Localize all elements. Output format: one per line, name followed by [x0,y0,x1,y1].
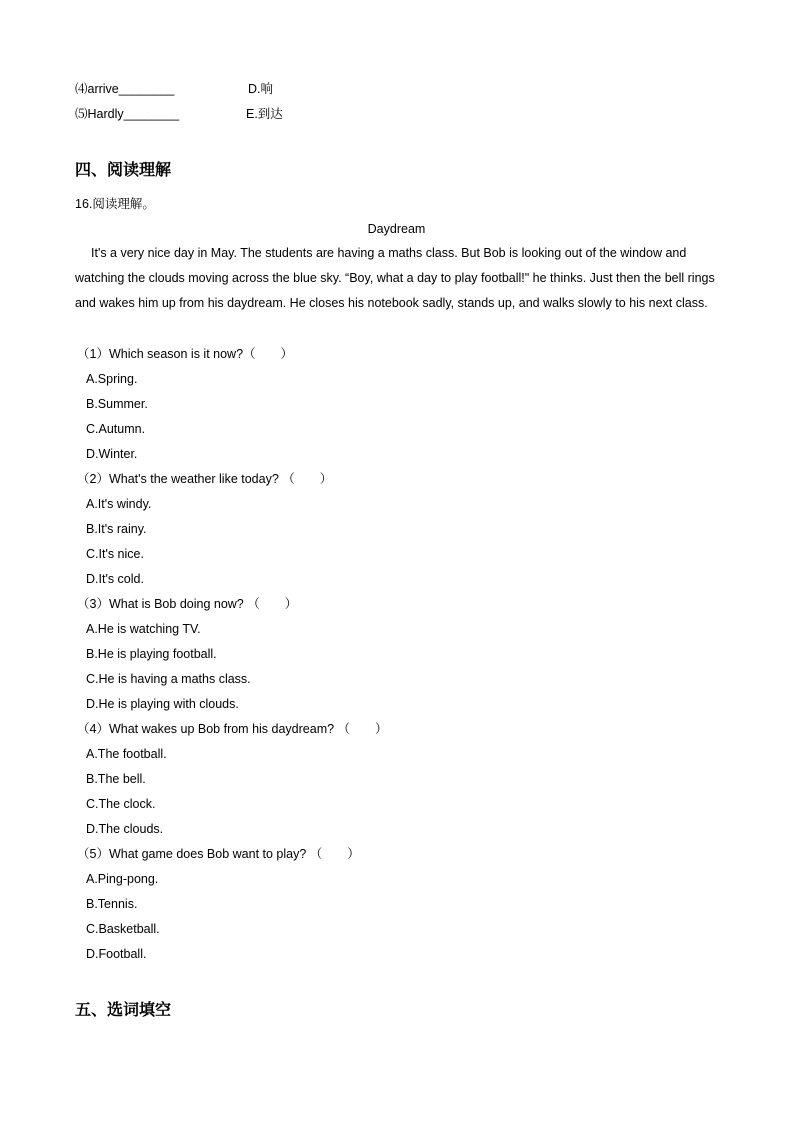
q4-option-d: D.The clouds. [86,822,164,836]
matching-item-4: ⑷arrive________ [75,82,175,96]
q1-option-a: A.Spring. [86,372,138,386]
question-5: （5）What game does Bob want to play? （ ） [77,847,360,861]
q5-option-c: C.Basketball. [86,922,160,936]
q3-option-b: B.He is playing football. [86,647,217,661]
q4-option-c: C.The clock. [86,797,156,811]
question-1: （1）Which season is it now?（ ） [77,347,294,361]
matching-answer-d: D.响 [248,82,274,96]
q3-option-c: C.He is having a maths class. [86,672,251,686]
q2-option-d: D.It's cold. [86,572,144,586]
q2-option-a: A.It's windy. [86,497,152,511]
question-number-16: 16.阅读理解。 [75,197,155,211]
q5-option-b: B.Tennis. [86,897,138,911]
section-4-title: 四、阅读理解 [75,162,172,179]
q5-option-d: D.Football. [86,947,147,961]
q1-option-b: B.Summer. [86,397,148,411]
matching-answer-e: E.到达 [246,107,283,121]
q2-option-b: B.It's rainy. [86,522,147,536]
question-3: （3）What is Bob doing now? （ ） [77,597,298,611]
passage-title: Daydream [367,222,426,236]
q1-option-d: D.Winter. [86,447,138,461]
q2-option-c: C.It's nice. [86,547,144,561]
matching-item-5: ⑸Hardly________ [75,107,180,121]
q5-option-a: A.Ping-pong. [86,872,159,886]
q3-option-d: D.He is playing with clouds. [86,697,239,711]
q4-option-b: B.The bell. [86,772,146,786]
q3-option-a: A.He is watching TV. [86,622,201,636]
question-2: （2）What's the weather like today? （ ） [77,472,333,486]
q4-option-a: A.The football. [86,747,167,761]
reading-passage: It's a very nice day in May. The students are having a maths class. But Bob is looking out of the window and watching the clouds moving across the blue sky. “Boy, what a day to play football!" he thinks. Just then the bell rings and wakes him up from his daydream. He closes his notebook sadly, stands up, and walks slowly to his next class. [75,246,715,310]
section-5-title: 五、选词填空 [75,1002,172,1019]
question-4: （4）What wakes up Bob from his daydream? （ ） [77,722,388,736]
q1-option-c: C.Autumn. [86,422,146,436]
